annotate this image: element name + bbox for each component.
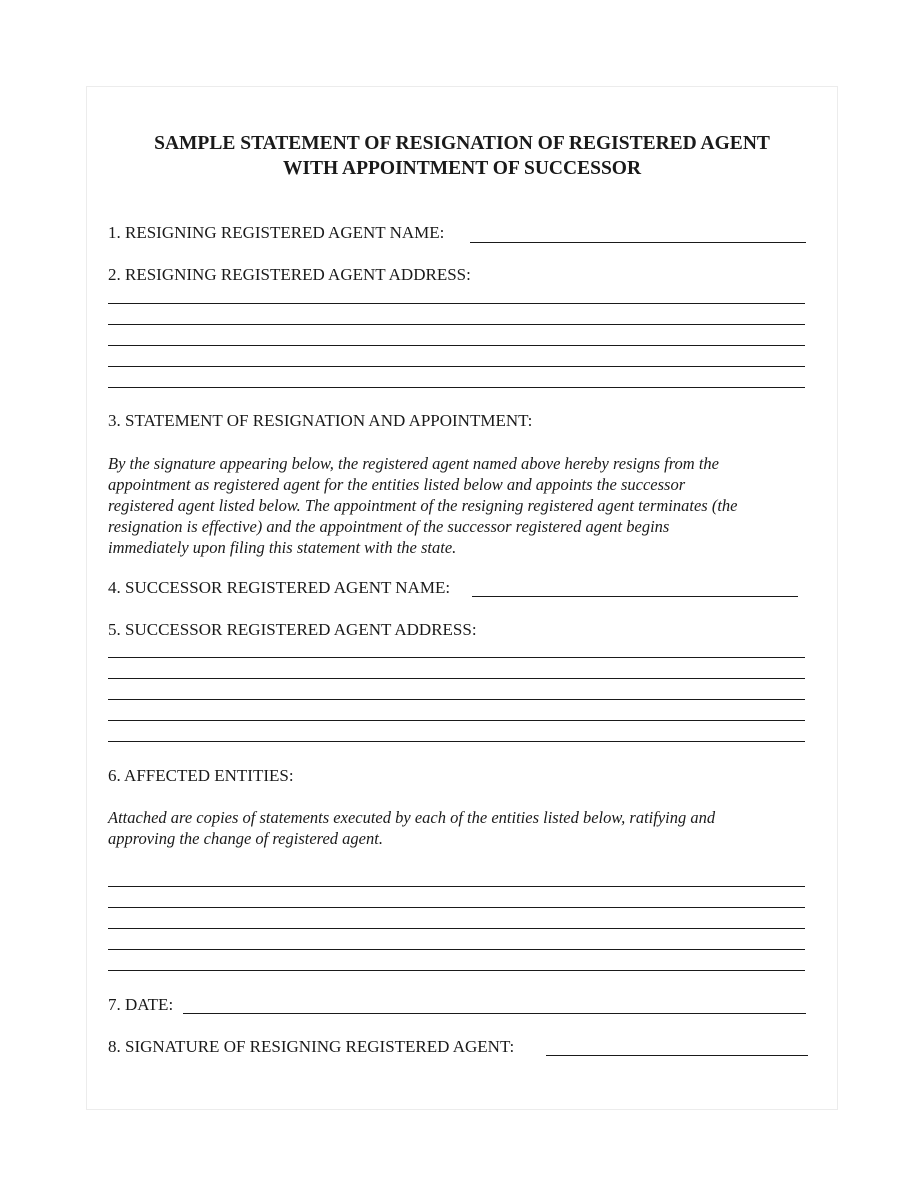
statement-paragraph — [108, 453, 808, 558]
statement-heading: 3. STATEMENT OF RESIGNATION AND APPOINTMENT: — [108, 411, 533, 430]
date-field[interactable] — [183, 1013, 806, 1014]
resigning-agent-address-line[interactable] — [108, 324, 805, 325]
statement-line: resignation is effective) and the appointment of the successor registered agent begins — [108, 517, 670, 536]
signature-field[interactable] — [546, 1055, 808, 1056]
statement-line: By the signature appearing below, the registered agent named above hereby resigns from the — [108, 454, 719, 473]
successor-agent-address-line[interactable] — [108, 699, 805, 700]
successor-agent-address-line[interactable] — [108, 720, 805, 721]
successor-agent-address-line[interactable] — [108, 678, 805, 679]
statement-line: registered agent listed below. The appointment of the resigning registered agent terminates (the — [108, 496, 738, 515]
resigning-agent-name-field[interactable] — [470, 242, 806, 243]
successor-agent-name-field[interactable] — [472, 596, 798, 597]
resigning-agent-address-label: 2. RESIGNING REGISTERED AGENT ADDRESS: — [108, 265, 471, 284]
successor-agent-address-label: 5. SUCCESSOR REGISTERED AGENT ADDRESS: — [108, 620, 477, 639]
affected-entity-line[interactable] — [108, 949, 805, 950]
affected-entity-line[interactable] — [108, 907, 805, 908]
entities-line: Attached are copies of statements executed by each of the entities listed below, ratifying and — [108, 808, 716, 827]
statement-line: immediately upon filing this statement with the state. — [108, 538, 457, 557]
successor-agent-address-line[interactable] — [108, 741, 805, 742]
resigning-agent-address-line[interactable] — [108, 366, 805, 367]
signature-label: 8. SIGNATURE OF RESIGNING REGISTERED AGENT: — [108, 1037, 515, 1056]
resigning-agent-address-line[interactable] — [108, 387, 805, 388]
statement-line: appointment as registered agent for the entities listed below and appoints the successor — [108, 475, 686, 494]
date-label: 7. DATE: — [108, 995, 174, 1014]
resigning-agent-address-line[interactable] — [108, 345, 805, 346]
affected-entity-line[interactable] — [108, 928, 805, 929]
affected-entities-paragraph — [108, 807, 808, 849]
resigning-agent-address-line[interactable] — [108, 303, 805, 304]
resigning-agent-name-label: 1. RESIGNING REGISTERED AGENT NAME: — [108, 223, 445, 242]
entities-line: approving the change of registered agent. — [108, 829, 383, 848]
document-title-line-1: SAMPLE STATEMENT OF RESIGNATION OF REGISTERED AGENT — [154, 133, 770, 154]
affected-entities-heading: 6. AFFECTED ENTITIES: — [108, 766, 294, 785]
document-title-line-2: WITH APPOINTMENT OF SUCCESSOR — [282, 158, 642, 179]
successor-agent-address-line[interactable] — [108, 657, 805, 658]
affected-entity-line[interactable] — [108, 886, 805, 887]
affected-entity-line[interactable] — [108, 970, 805, 971]
successor-agent-name-label: 4. SUCCESSOR REGISTERED AGENT NAME: — [108, 578, 451, 597]
